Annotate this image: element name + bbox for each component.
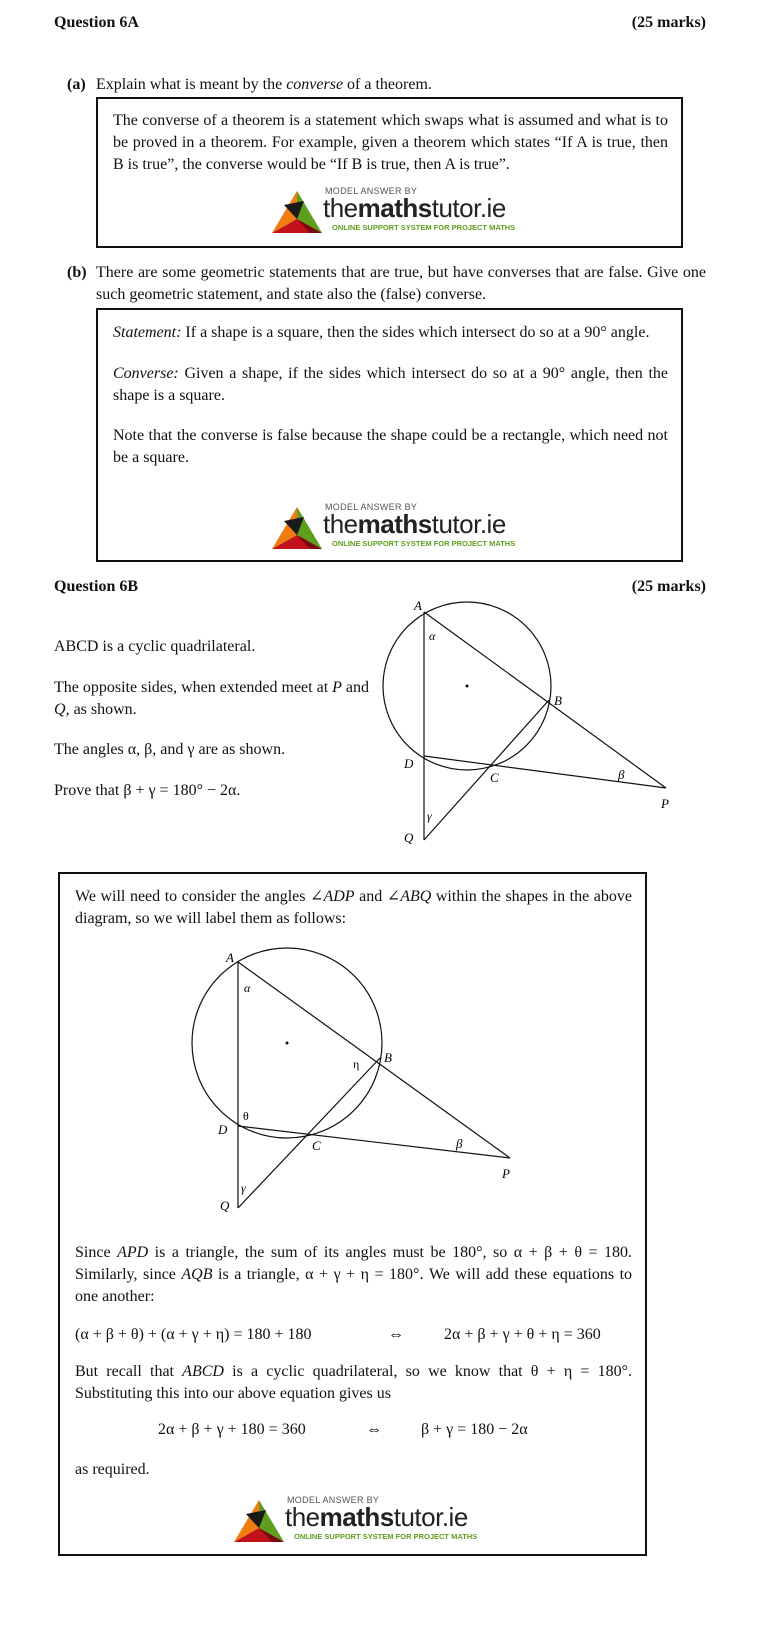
- equation-1-left: (α + β + θ) + (α + γ + η) = 180 + 180: [75, 1326, 312, 1343]
- q6b-line1: ABCD is a cyclic quadrilateral.: [54, 638, 256, 655]
- logo-triangle-icon: [270, 505, 324, 551]
- q6b-line2: The opposite sides, when extended meet at P and Q, as shown.: [54, 678, 370, 718]
- center-dot: [286, 1042, 289, 1045]
- answer-box-a: [96, 97, 683, 248]
- label-beta: β: [618, 767, 625, 782]
- answer-a-text: The converse of a theorem is a statement which swaps what is assumed and what is to be proved in a theorem. For example, given a theorem which states “If A is true, then B is true”, the converse would be “If B is true, then A is true”.: [113, 112, 668, 173]
- logo-solution: [232, 1494, 482, 1544]
- question-6a-title: Question 6A: [54, 14, 139, 31]
- part-a-question-pre: Explain what is meant by the: [96, 76, 287, 93]
- label-beta: β: [456, 1136, 463, 1151]
- part-a-question: [96, 74, 710, 96]
- line-QB: [238, 1058, 380, 1208]
- logo-tagline: ONLINE SUPPORT SYSTEM FOR PROJECT MATHS: [332, 539, 516, 548]
- logo-tagline: ONLINE SUPPORT SYSTEM FOR PROJECT MATHS: [332, 223, 516, 232]
- solution-para1: Since APD is a triangle, the sum of its angles must be 180°, so α + β + θ = 180. Similarly, since AQB is a triangle, α + γ + η = 180°. We will add these equations to one another:: [75, 1244, 633, 1305]
- solution-intro: We will need to consider the angles ∠ADP and ∠ABQ within the shapes in the above diagram, so we will label them as follows:: [75, 888, 632, 927]
- center-dot: [466, 685, 469, 688]
- part-b-question: There are some geometric statements that are true, but have converses that are false. Give one such geometric statement, and state also the (false) converse.: [96, 264, 706, 303]
- part-a-question-em: converse: [286, 76, 344, 93]
- label-theta: θ: [243, 1109, 249, 1123]
- equation-2-arrow: ⇔: [366, 1421, 382, 1438]
- label-C: C: [312, 1138, 321, 1153]
- statement-paragraph: [113, 322, 668, 344]
- label-gamma: γ: [427, 809, 432, 823]
- label-P: P: [661, 796, 669, 811]
- logo-triangle-icon: [232, 1498, 286, 1544]
- question-6a-marks: (25 marks): [631, 14, 706, 31]
- answer-box-b: [96, 308, 683, 562]
- label-C: C: [490, 770, 499, 785]
- part-a-question-post: of a theorem.: [343, 76, 432, 93]
- q6b-line3: The angles α, β, and γ are as shown.: [54, 741, 286, 759]
- logo-name: themathstutor.ie: [285, 1502, 468, 1532]
- converse-paragraph: [113, 363, 668, 407]
- label-A: A: [226, 950, 234, 965]
- question-6b-marks: (25 marks): [631, 578, 706, 595]
- converse-text: Given a shape, if the sides which intersect do so at a 90° angle, then the shape is a square.: [113, 364, 668, 404]
- note-paragraph: Note that the converse is false because the shape could be a rectangle, which need not be a square.: [113, 427, 668, 466]
- line-DP: [424, 756, 666, 788]
- label-alpha: α: [429, 629, 436, 643]
- logo-b: [270, 501, 520, 551]
- question-6b-title: Question 6B: [54, 578, 139, 595]
- solution-diagram: [190, 946, 520, 1226]
- statement-text: If a shape is a square, then the sides which intersect do so at a 90° angle.: [181, 324, 650, 341]
- equation-1-arrow: ⇔: [388, 1326, 404, 1343]
- line-AP: [238, 962, 510, 1158]
- equation-2-right: β + γ = 180 − 2α: [421, 1421, 528, 1438]
- logo-subtitle: MODEL ANSWER BY: [325, 502, 418, 512]
- label-Q: Q: [404, 830, 414, 845]
- logo-a: [270, 185, 520, 235]
- label-B: B: [554, 693, 562, 708]
- question-6b-text: [54, 636, 374, 802]
- label-alpha: α: [244, 981, 251, 995]
- logo-subtitle: MODEL ANSWER BY: [325, 186, 418, 196]
- part-b-label: (b): [67, 264, 87, 281]
- solution-box: [58, 872, 647, 1556]
- line-AP: [424, 612, 666, 788]
- equation-2-left: 2α + β + γ + 180 = 360: [158, 1421, 306, 1438]
- label-Q: Q: [220, 1198, 230, 1213]
- line-DP: [238, 1126, 510, 1158]
- logo-triangle-icon: [270, 189, 324, 235]
- logo-tagline: ONLINE SUPPORT SYSTEM FOR PROJECT MATHS: [294, 1532, 478, 1541]
- part-a-label: (a): [67, 76, 86, 93]
- question-diagram: [380, 596, 700, 856]
- label-eta: η: [353, 1057, 360, 1071]
- logo-name: themathstutor.ie: [323, 193, 506, 223]
- statement-label: Statement:: [113, 324, 182, 341]
- solution-para2: But recall that ABCD is a cyclic quadrilateral, so we know that θ + η = 180°. Substituting this into our above equation gives us: [75, 1363, 632, 1402]
- answer-b-text: [113, 322, 668, 469]
- converse-label: Converse:: [113, 364, 179, 382]
- label-B: B: [384, 1050, 392, 1065]
- label-D: D: [218, 1122, 228, 1137]
- label-A: A: [414, 598, 422, 613]
- logo-subtitle: MODEL ANSWER BY: [287, 1495, 380, 1505]
- label-gamma: γ: [241, 1181, 246, 1195]
- q6b-line4: Prove that β + γ = 180° − 2α.: [54, 782, 241, 799]
- logo-name: themathstutor.ie: [323, 509, 506, 539]
- label-D: D: [404, 756, 414, 771]
- label-P: P: [502, 1166, 510, 1181]
- equation-1-right: 2α + β + γ + θ + η = 360: [444, 1326, 601, 1343]
- solution-conclusion: as required.: [75, 1461, 150, 1478]
